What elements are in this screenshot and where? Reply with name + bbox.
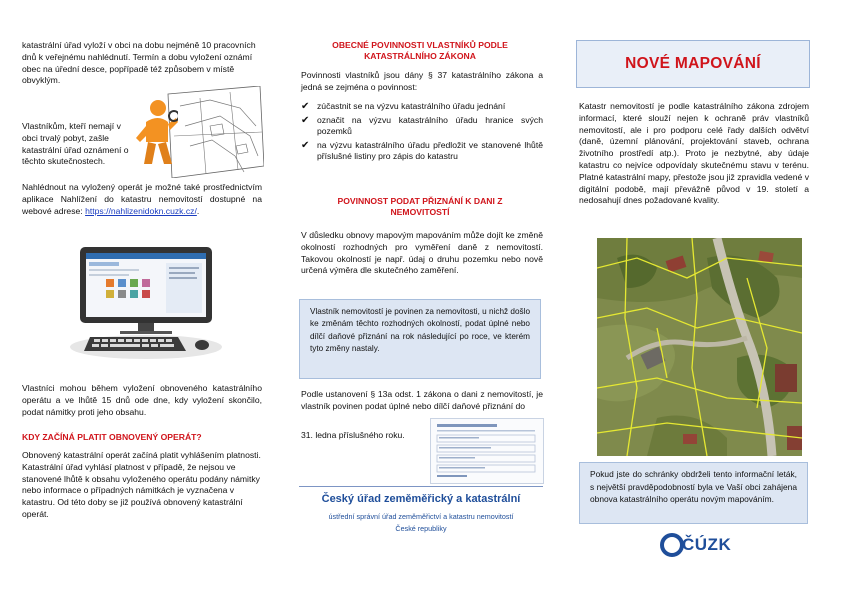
- tax-form-illustration: [430, 418, 544, 484]
- aerial-map-image: [597, 238, 802, 456]
- check-icon: ✔: [301, 114, 310, 126]
- left-paragraph-3: Nahlédnout na vyložený operát je možné také prostřednictvím aplikace Nahlížení do katastru nemovitostí dostupné na webové adrese: https://nahlizenidokn.cuzk.cz/.: [22, 182, 262, 216]
- middle-paragraph-1: V důsledku obnovy mapovým mapováním může dojít ke změně okolností rozhodných pro vyměření daně z nemovitostí. Takovou okolností je např. údaj o druhu pozemku nebo nově určená výměra dle skutečného zaměření.: [301, 230, 543, 276]
- tax-obligation-box: Vlastník nemovitostí je povinen za nemovitosti, u nichž došlo ke změnám těchto rozhodných okolností, podat úplné nebo dílčí daňové přiznání na rok následující po roce, ve kterém tyto změny nastaly.: [299, 299, 541, 379]
- org-subtitle-2: České republiky: [395, 524, 447, 533]
- org-name: Český úřad zeměměřický a katastrální: [321, 493, 521, 505]
- title-box: [576, 40, 810, 88]
- obligations-list: [301, 101, 543, 165]
- middle-intro: Povinnosti vlastníků jsou dány § 37 katastrálního zákona a jedná se zejména o povinnost:: [301, 70, 543, 92]
- org-subtitle-1: ústřední správní úřad zeměměřictví a katastru nemovitostí: [328, 512, 514, 521]
- middle-paragraph-2b: 31. ledna příslušného roku.: [301, 430, 405, 440]
- orange-figure-icon: [132, 98, 178, 168]
- middle-heading-tax: POVINNOST PODAT PŘIZNÁNÍ K DANI Z NEMOVITOSTÍ: [337, 196, 503, 217]
- obligation-item: ✔ označit na výzvu katastrálního úřadu hranice svých pozemků: [301, 114, 543, 137]
- check-icon: ✔: [301, 101, 310, 112]
- page-title: NOVÉ MAPOVÁNÍ: [625, 55, 761, 72]
- nahlizeni-link[interactable]: https://nahlizenidokn.cuzk.cz/: [85, 205, 197, 216]
- mailbox-info-box: Pokud jste do schránky obdrželi tento informační leták, s největší pravděpodobností byla ve Vaší obci zahájena obnova katastrálního operátu novým mapováním.: [579, 462, 808, 524]
- left-paragraph-2: Vlastníkům, kteří nemají v obci trvalý pobyt, zašle katastrální úřad oznámení o těchto skutečnostech.: [22, 121, 129, 167]
- left-paragraph-4: Vlastníci mohou během vyložení obnoveného katastrálního operátu a ve lhůtě 15 dnů ode dne, kdy vyložení skončilo, podat námitky proti jeho obsahu.: [22, 383, 262, 417]
- middle-heading-obligations: OBECNÉ POVINNOSTI VLASTNÍKŮ PODLE KATASTRÁLNÍHO ZÁKONA: [332, 40, 508, 61]
- left-paragraph-5: Obnovený katastrální operát začíná platit vyhlášením platnosti. Katastrální úřad vyhlásí platnost v případě, že nejsou ve stanovené lhůtě k obsahu vyloženého operátu podány námitky nebo informace o případných námitkách je vyznačena v katastru. Od této doby se již používá obnovený katastrální operát.: [22, 450, 261, 519]
- left-paragraph-1: katastrální úřad vyloží v obci na dobu nejméně 10 pracovních dnů k veřejnému nahlédnutí. Termín a dobu vyložení oznámí obec na úřední desce, popřípadě též způsobem v místě obvyklým.: [22, 40, 256, 86]
- check-icon: ✔: [301, 139, 310, 151]
- middle-paragraph-2a: Podle ustanovení § 13a odst. 1 zákona o dani z nemovitostí, je vlastník povinen podat úplné nebo dílčí daňové přiznání do: [301, 389, 543, 411]
- computer-illustration: [66, 243, 226, 361]
- right-paragraph-1: Katastr nemovitostí je podle katastrálního zákona zdrojem informací, které slouží nejen k ochraně práv vlastníků nemovitostí, ale i pro podporu celé řady dalších odvětví (daně, územní plánování, projektování staveb, ochrana životního prostředí atp.). Proto je nezbytné, aby údaje katastru co nejvíce odpovídaly skutečnému stavu v terénu. Platné katastrální mapy, přestože jsou již zpravidla vedené v digitální podobě, mají převážně původ v 19. století a nedosahují dnes požadované kvality.: [579, 101, 809, 206]
- divider-line: [299, 486, 543, 487]
- cuzk-logo-text: ČÚZK: [682, 535, 732, 554]
- obligation-item: ✔ na výzvu katastrálního úřadu předložit ve stanovené lhůtě příslušné listiny pro zápis do katastru: [301, 139, 543, 162]
- left-paragraph-3-text: Nahlédnout na vyložený operát je možné také prostřednictvím aplikace Nahlížení do katastru nemovitostí dostupné na webové adrese:: [22, 182, 262, 216]
- cuzk-logo: [660, 532, 740, 558]
- obligation-item: ✔ zúčastnit se na výzvu katastrálního úřadu jednání: [301, 101, 506, 112]
- left-heading-validity: KDY ZAČÍNÁ PLATIT OBNOVENÝ OPERÁT?: [22, 432, 202, 442]
